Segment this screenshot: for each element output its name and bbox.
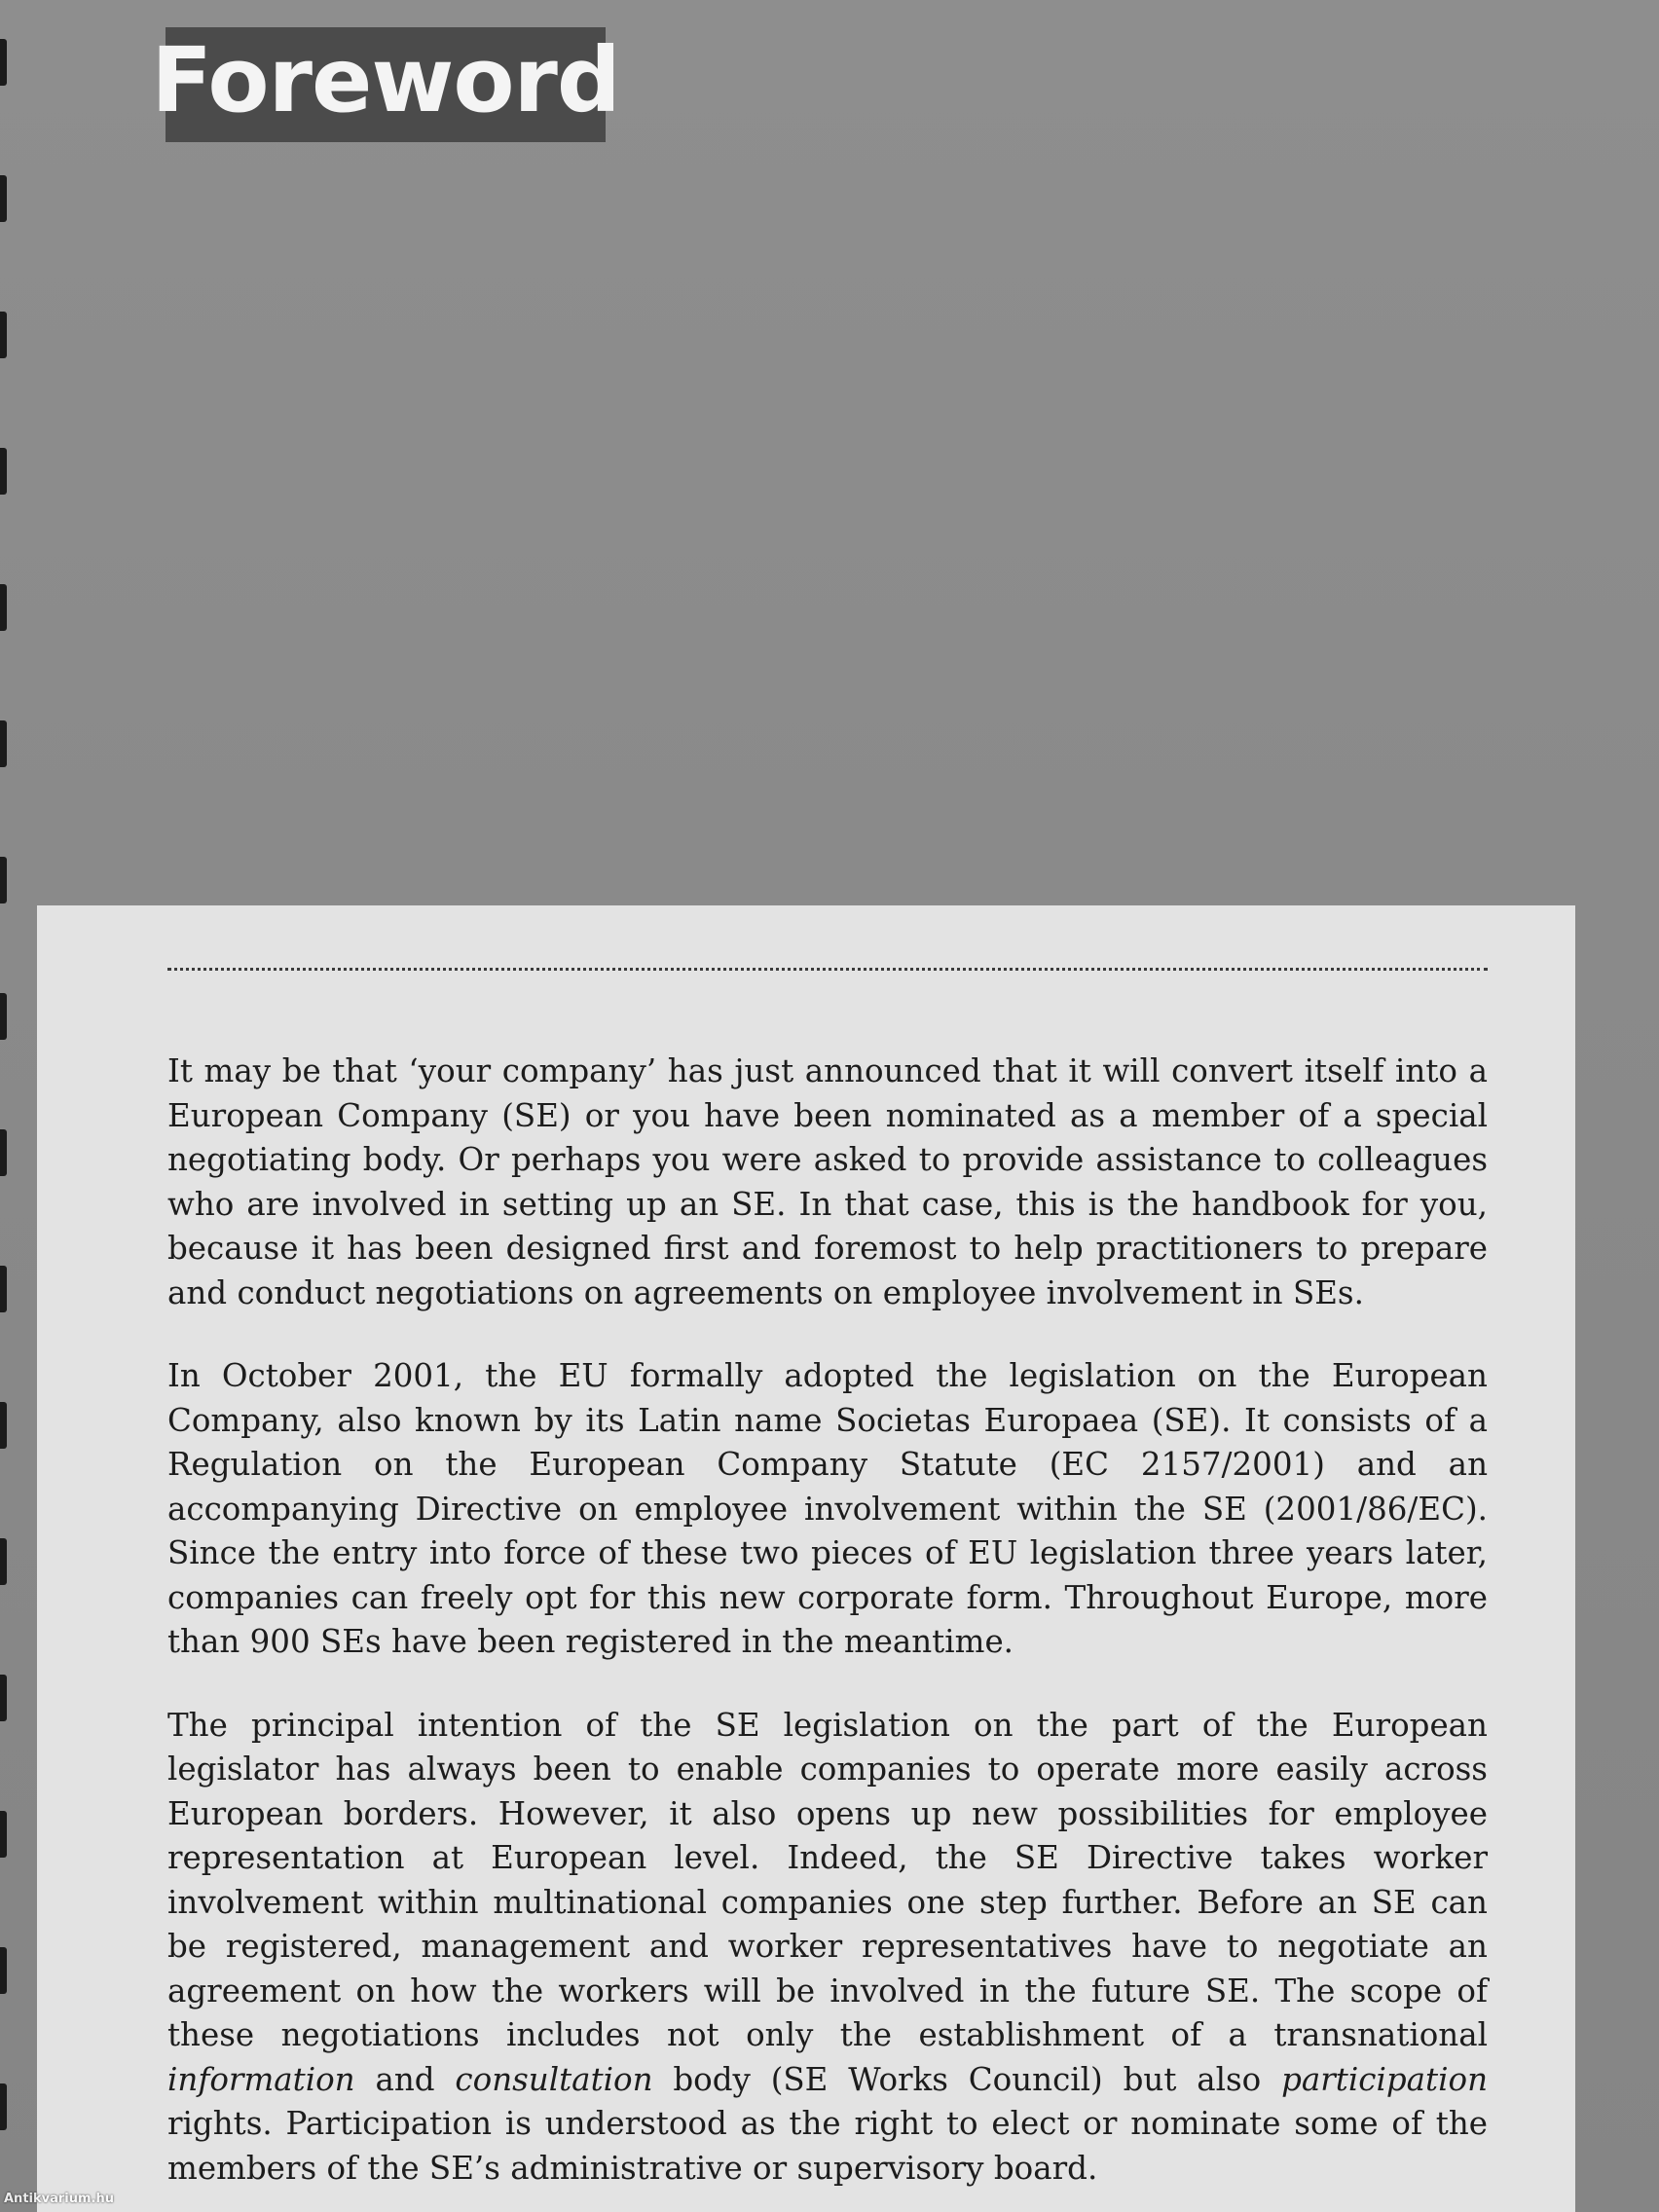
paragraph [167,1354,1488,1665]
binding-mark [0,1811,7,1858]
italic-term: consultation [455,2060,653,2098]
binding-mark [0,1266,7,1312]
binding-mark [0,448,7,495]
content-panel [37,905,1575,2212]
text-run: body (SE Works Council) but also [652,2060,1282,2098]
text-run: and [354,2060,456,2098]
paragraph [167,1050,1488,1315]
binding-mark [0,39,7,86]
paragraph [167,1704,1488,2192]
title-box [151,27,620,142]
italic-term: participation [1281,2060,1488,2098]
text-run: rights. Participation is understood as the right to elect or nominate some of the members of the SE’s administrative or supervisory board. [167,2105,1488,2187]
binding-mark [0,584,7,631]
binding-mark [0,1402,7,1449]
binding-mark [0,1129,7,1176]
binding-mark [0,312,7,358]
dotted-divider [167,968,1488,971]
binding-mark [0,175,7,222]
binding-mark [0,1947,7,1994]
binding-mark [0,1538,7,1585]
binding-mark [0,993,7,1040]
body-text [167,1050,1488,2191]
text-run: The principal intention of the SE legislation on the part of the European legislator has always been to enable companies to operate more easily across European borders. However, it also opens up new possibilities for employee representation at European level. Indeed, the SE Directive takes worker involvement within multinational companies one step further. Before an SE can be registered, management and worker representatives have to negotiate an agreement on how the workers will be involved in the future SE. The scope of these negotiations includes not only the establishment of a transnational [167,1706,1488,2053]
binding-mark [0,2083,7,2130]
binding-mark [0,720,7,767]
italic-term: information [167,2060,355,2098]
watermark: Antikvarium.hu [4,2192,114,2206]
binding-mark [0,1675,7,1721]
spiral-binding [0,0,10,2212]
text-run: It may be that ‘your company’ has just announced that it will convert itself into a European Company (SE) or you have been nominated as a member of a special negotiating body. Or perhaps you were asked to provide assistance to colleagues who are involved in setting up an SE. In that case, this is the handbook for you, because it has been designed first and foremost to help practitioners to prepare and conduct negotiations on agreements on employee involvement in SEs. [167,1052,1488,1311]
binding-mark [0,857,7,903]
text-run: In October 2001, the EU formally adopted the legislation on the European Company, also known by its Latin name Societas Europaea (SE). It consists of a Regulation on the European Company Statute (EC 2157/2001) and an accompanying Directive on employee involvement within the SE (2001/86/EC). Since the entry into force of these two pieces of EU legislation three years later, companies can freely opt for this new corporate form. Throughout Europe, more than 900 SEs have been registered in the meantime. [167,1357,1488,1660]
page-title: Foreword [151,28,620,132]
